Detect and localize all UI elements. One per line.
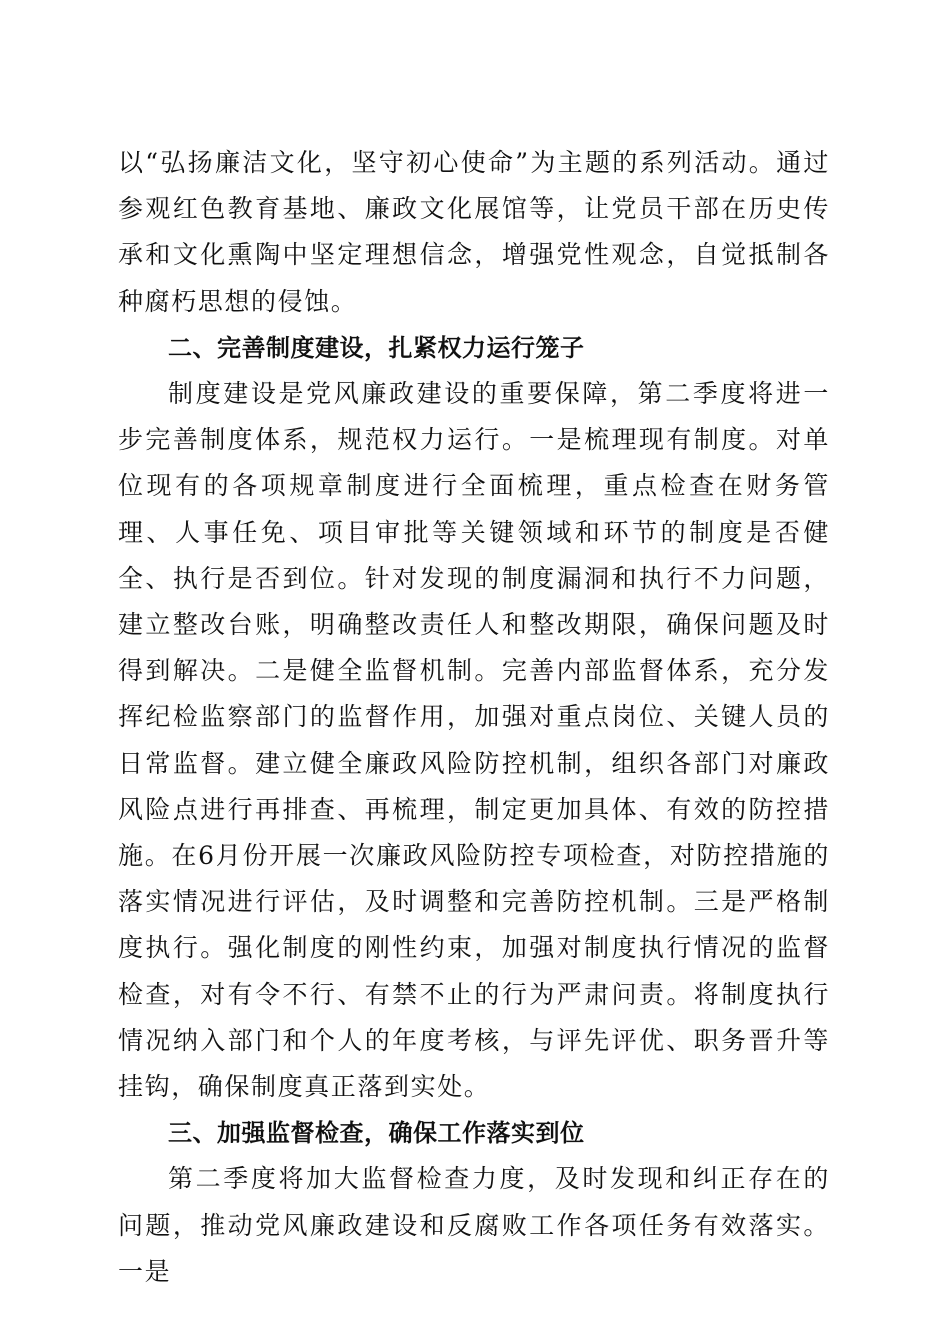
paragraph-continued: 以“弘扬廉洁文化，坚守初心使命”为主题的系列活动。通过参观红色教育基地、廉政文化展馆等，让党员干部在历史传承和文化熏陶中坚定理想信念，增强党性观念，自觉抵制各种腐朽思想的侵蚀。 xyxy=(118,148,830,316)
paragraph-system-building: 制度建设是党风廉政建设的重要保障，第二季度将进一步完善制度体系，规范权力运行。一是梳理现有制度。对单位现有的各项规章制度进行全面梳理，重点检查在财务管理、人事任免、项目审批等关键领域和环节的制度是否健全、执行是否到位。针对发现的制度漏洞和执行不力问题，建立整改台账，明确整改责任人和整改期限，确保问题及时得到解决。二是健全监督机制。完善内部监督体系，充分发挥纪检监察部门的监督作用，加强对重点岗位、关键人员的日常监督。建立健全廉政风险防控机制，组织各部门对廉政风险点进行再排查、再梳理，制定更加具体、有效的防控措施。在6月份开展一次廉政风险防控专项检查，对防控措施的落实情况进行评估，及时调整和完善防控机制。三是严格制度执行。强化制度的刚性约束，加强对制度执行情况的监督检查，对有令不行、有禁不止的行为严肃问责。将制度执行情况纳入部门和个人的年度考核，与评先评优、职务晋升等挂钩，确保制度真正落到实处。 xyxy=(118,379,830,1102)
document-body xyxy=(118,140,830,1295)
section-heading-3: 三、加强监督检查，确保工作落实到位 xyxy=(168,1119,585,1148)
section-heading-2: 二、完善制度建设，扎紧权力运行笼子 xyxy=(168,333,585,362)
paragraph-supervision: 第二季度将加大监督检查力度，及时发现和纠正存在的问题，推动党风廉政建设和反腐败工作各项任务有效落实。一是 xyxy=(118,1164,830,1286)
